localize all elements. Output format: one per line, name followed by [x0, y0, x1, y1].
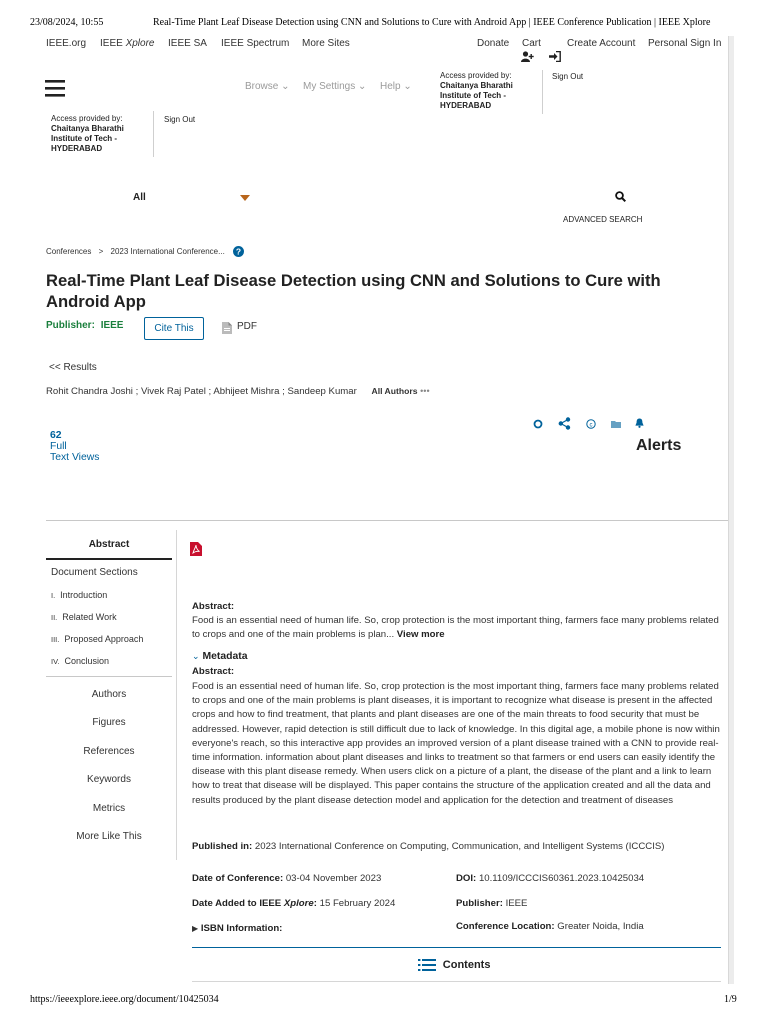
pdf-link[interactable]: PDF — [237, 321, 257, 332]
authors-line — [46, 386, 430, 397]
copyright-icon[interactable] — [586, 419, 596, 429]
menu-browse-label: Browse — [245, 81, 279, 92]
nav-xplore-italic: Xplore — [125, 38, 155, 49]
nav-create-account[interactable]: Create Account — [567, 38, 636, 49]
metadata-toggle[interactable] — [192, 651, 247, 662]
tab-abstract-label: Abstract — [88, 539, 130, 550]
publisher-detail-value: IEEE — [505, 898, 528, 909]
print-footer-page: 1/9 — [724, 994, 737, 1005]
nav-cart[interactable]: Cart — [522, 38, 541, 49]
scrollbar[interactable] — [728, 36, 734, 984]
print-datetime: 23/08/2024, 10:55 — [30, 17, 104, 28]
abstract-short-text: Food is an essential need of human life. So, crop protection is the most important thing, farmers face many problems related to crops and one of the main problems is plan... — [192, 615, 719, 641]
search-icon[interactable] — [615, 191, 626, 202]
views-label: Text Views — [50, 452, 100, 463]
sidebar-item-references[interactable]: References — [83, 746, 135, 757]
back-to-results-link[interactable]: << Results — [49, 362, 97, 373]
citation-map-icon[interactable] — [533, 419, 543, 429]
advanced-search-link[interactable]: ADVANCED SEARCH — [563, 215, 643, 224]
sidebar-item-keywords[interactable]: Keywords — [87, 774, 131, 785]
sidebar-item-metrics[interactable]: Metrics — [92, 803, 126, 814]
section-num: II. — [51, 613, 58, 622]
pdf-download-icon[interactable] — [190, 542, 202, 556]
isbn-label: ISBN Information: — [200, 923, 283, 934]
nav-donate[interactable]: Donate — [477, 38, 510, 49]
abstract-full-text: Food is an essential need of human life. So, crop protection is the most important thing, farmers face many problems related to crops and one of the main problems is plant diseases, it is important to recognize what disease is present in the affected crops and how to find treatment, that plants and plant diseases are one of the main threats to food security that must be addressed. However, rapid detection is still difficult due to lack of knowledge. In this digital age, a mobile phone is now within everyone's reach, so this interactive app provides an improved version of a plant disease trained with a CNN to provide real-time information. information about plant diseases and links to treatment so that farmers or end users can easily identify the disease with this plant disease remedy. When users click on a picture of a plant, the disease of the plant and a link to learn how to treat that disease will be displayed. This paper contains the structure of the application created and all the data and results produced by the plant disease detection model and application for the detection and treatment of diseases — [192, 681, 720, 806]
view-more-link[interactable]: View more — [396, 629, 445, 641]
menu-my-settings[interactable] — [303, 81, 366, 92]
more-dots-icon[interactable]: ••• — [420, 386, 430, 396]
doi-line — [456, 872, 644, 886]
author-separator: ; — [132, 386, 139, 397]
print-page-title: Real-Time Plant Leaf Disease Detection using CNN and Solutions to Cure with Android App | IEEE Conference Publication | IEEE Xplore — [153, 17, 711, 28]
conference-location-line — [456, 920, 644, 934]
author-link[interactable]: Rohit Chandra Joshi — [46, 386, 133, 397]
bell-icon[interactable] — [635, 418, 644, 428]
nav-more-sites[interactable]: More Sites — [302, 38, 350, 49]
chevron-down-icon: ⌄ — [358, 81, 367, 92]
access-label: Access provided by: — [51, 114, 123, 123]
chevron-down-icon: ⌄ — [403, 81, 412, 92]
author-separator: ; — [205, 386, 212, 397]
contents-divider-bottom — [192, 981, 721, 982]
section-title: Conclusion — [64, 656, 110, 666]
metadata-label: Metadata — [202, 651, 248, 662]
date-added-label — [192, 898, 317, 909]
section-num: I. — [51, 591, 56, 600]
menu-help-label: Help — [380, 81, 401, 92]
chevron-down-icon: ⌄ — [281, 81, 290, 92]
menu-help[interactable] — [380, 81, 412, 92]
access-institution: Chaitanya Bharathi Institute of Tech - HYDERABAD — [440, 81, 513, 110]
tab-abstract[interactable] — [46, 530, 172, 560]
divider — [542, 70, 543, 114]
search-scope-select[interactable]: All — [133, 192, 146, 203]
top-nav-bar — [46, 38, 726, 52]
page-title: Real-Time Plant Leaf Disease Detection using CNN and Solutions to Cure with Android App — [46, 271, 661, 311]
svg-text:c: c — [589, 422, 593, 429]
user-plus-icon[interactable] — [521, 51, 534, 62]
section-item-introduction[interactable] — [51, 590, 107, 600]
folder-icon[interactable] — [611, 420, 621, 428]
access-institution: Chaitanya Bharathi Institute of Tech - HYDERABAD — [51, 124, 124, 153]
views-count: 62 — [50, 430, 62, 441]
contents-divider — [192, 947, 721, 948]
breadcrumb — [46, 247, 225, 256]
access-label: Access provided by: — [440, 71, 512, 80]
date-of-conference — [192, 872, 381, 886]
nav-ieee-xplore-prefix: IEEE — [100, 38, 126, 49]
access-panel-top — [440, 71, 540, 111]
published-in-label: Published in: — [192, 841, 253, 852]
column-divider — [176, 530, 177, 860]
nav-ieee-org[interactable]: IEEE.org — [46, 38, 87, 49]
alerts-heading[interactable]: Alerts — [636, 437, 682, 454]
section-item-conclusion[interactable] — [51, 656, 109, 666]
contents-button[interactable] — [418, 958, 490, 972]
tab-underline — [46, 558, 172, 560]
sign-out-link[interactable]: Sign Out — [164, 115, 196, 124]
pdf-file-icon[interactable] — [222, 322, 232, 334]
doi-link[interactable]: 10.1109/ICCCIS60361.2023.10425034 — [478, 873, 645, 884]
breadcrumb-separator: > — [98, 247, 104, 256]
published-in-value[interactable]: 2023 International Conference on Computing, Communication, and Intelligent Systems (ICCCIS) — [254, 841, 665, 852]
breadcrumb-conferences[interactable]: Conferences — [46, 247, 92, 256]
divider — [153, 111, 154, 157]
caret-down-icon[interactable] — [240, 195, 250, 201]
sidebar-item-more-like-this[interactable]: More Like This — [76, 831, 142, 842]
location-label: Conference Location: — [456, 921, 555, 932]
isbn-toggle[interactable] — [192, 922, 282, 936]
abstract-full-label: Abstract: — [192, 666, 235, 677]
section-title: Proposed Approach — [64, 634, 144, 644]
date-added-value: 15 February 2024 — [319, 898, 396, 909]
abstract-label: Abstract: — [192, 601, 235, 612]
section-title: Related Work — [62, 612, 117, 622]
chevron-down-icon: ⌄ — [192, 651, 200, 661]
doi-label: DOI: — [456, 873, 477, 884]
date-added-line — [192, 897, 395, 911]
publisher-name[interactable]: IEEE — [100, 320, 124, 331]
all-authors-link[interactable]: All Authors — [371, 386, 418, 396]
section-title: Introduction — [60, 590, 108, 600]
cite-this-button[interactable]: Cite This — [144, 317, 204, 340]
date-added-label-xplore: Xplore — [283, 898, 314, 909]
share-icon[interactable] — [558, 417, 571, 430]
contents-label: Contents — [442, 959, 491, 971]
sign-in-icon[interactable] — [549, 51, 561, 62]
hamburger-menu-icon[interactable] — [45, 80, 65, 97]
date-conf-label: Date of Conference: — [192, 873, 284, 884]
sign-out-link-top[interactable]: Sign Out — [552, 72, 584, 81]
list-icon — [418, 958, 436, 972]
section-num: IV. — [51, 657, 60, 666]
document-sections-heading: Document Sections — [51, 567, 138, 578]
date-added-label-colon: : — [313, 898, 317, 909]
breadcrumb-conference[interactable]: 2023 International Conference... — [110, 247, 225, 256]
nav-ieee-sa[interactable]: IEEE SA — [168, 38, 207, 49]
section-item-proposed-approach[interactable] — [51, 634, 143, 644]
nav-personal-sign-in[interactable]: Personal Sign In — [648, 38, 722, 49]
nav-ieee-xplore[interactable] — [100, 38, 154, 49]
sidebar-item-authors[interactable]: Authors — [91, 689, 127, 700]
publisher-detail-line — [456, 897, 527, 911]
publisher-detail-label: Publisher: — [456, 898, 503, 909]
author-link[interactable]: Abhijeet Mishra — [213, 386, 280, 397]
section-divider — [46, 520, 728, 521]
publisher-line — [46, 320, 123, 331]
date-added-label-a: Date Added to IEEE — [192, 898, 284, 909]
access-panel-left — [51, 114, 141, 154]
full-text-views[interactable] — [50, 430, 99, 463]
author-separator: ; — [279, 386, 285, 397]
nav-ieee-spectrum[interactable]: IEEE Spectrum — [221, 38, 290, 49]
sidebar-item-figures[interactable]: Figures — [92, 717, 126, 728]
sidebar-divider — [46, 676, 172, 677]
abstract-short — [192, 614, 722, 642]
date-conf-value: 03-04 November 2023 — [285, 873, 382, 884]
publisher-label: Publisher: — [46, 320, 95, 331]
svg-text:?: ? — [235, 246, 242, 257]
menu-my-settings-label: My Settings — [303, 81, 356, 92]
help-circle-icon[interactable] — [233, 246, 244, 257]
views-label: Full — [50, 441, 67, 452]
location-value: Greater Noida, India — [557, 921, 644, 932]
section-item-related-work[interactable] — [51, 612, 117, 622]
menu-browse[interactable] — [245, 81, 290, 92]
section-num: III. — [51, 635, 60, 644]
caret-right-icon: ▶ — [192, 924, 199, 933]
print-footer-url: https://ieeexplore.ieee.org/document/10425034 — [30, 994, 219, 1005]
published-in-line — [192, 840, 722, 854]
author-link[interactable]: Vivek Raj Patel — [140, 386, 206, 397]
author-link[interactable]: Sandeep Kumar — [287, 386, 357, 397]
